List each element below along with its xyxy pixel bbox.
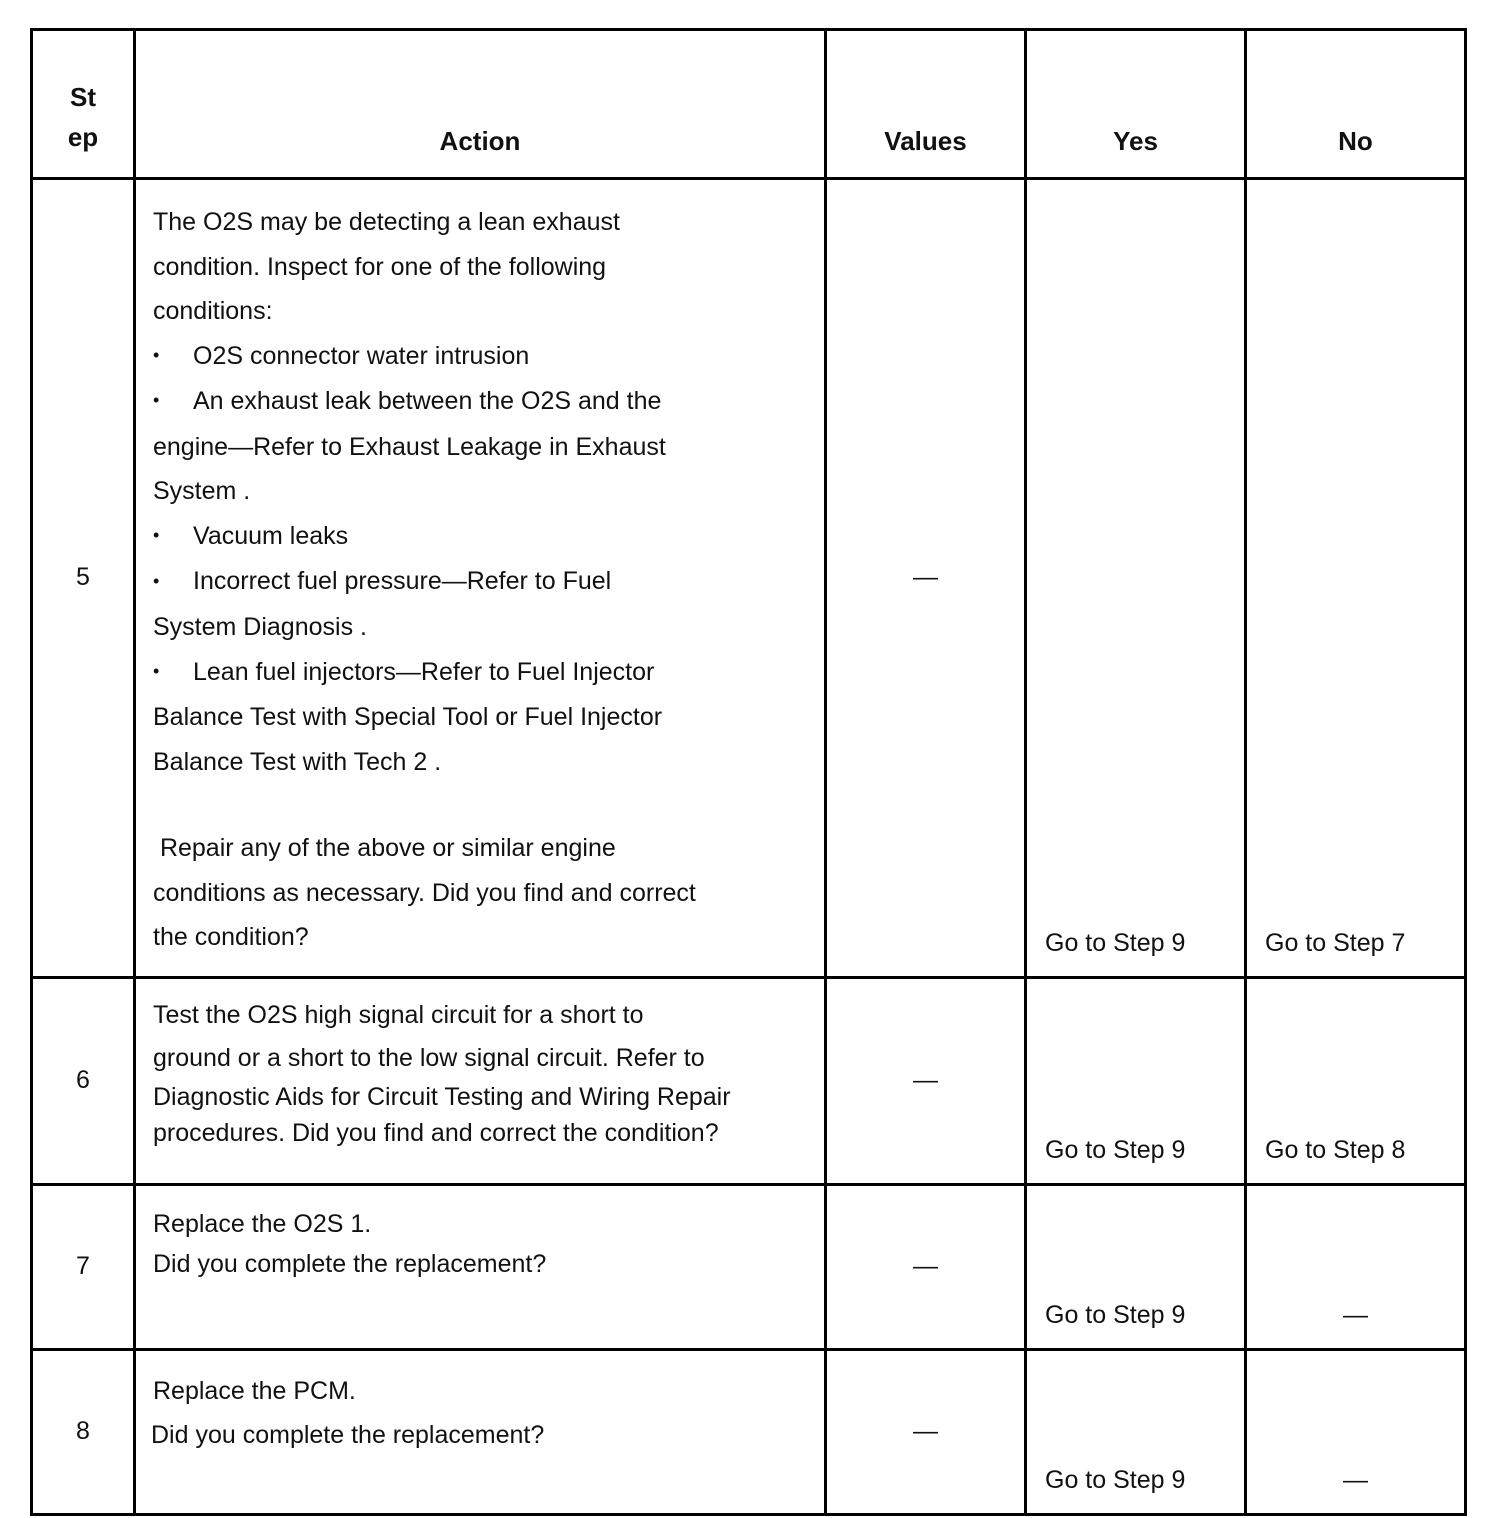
- table-row-step-8: [32, 1349, 1466, 1514]
- bullet-icon: •: [153, 344, 160, 365]
- action-line: Replace the O2S 1.: [153, 1209, 372, 1238]
- action-line: the condition?: [153, 923, 309, 952]
- step-number: 7: [32, 1184, 135, 1349]
- table-row-step-6: [32, 977, 1466, 1184]
- action-line: conditions as necessary. Did you find and correct: [153, 878, 696, 907]
- bullet-icon: •: [153, 524, 160, 545]
- header-step-line2: ep: [67, 122, 99, 152]
- diagnostic-table: [30, 28, 1467, 1516]
- header-values: Values: [826, 30, 1026, 179]
- header-yes: Yes: [1026, 30, 1246, 179]
- bullet-continuation: engine—Refer to Exhaust Leakage in Exhaust: [153, 432, 666, 461]
- bullet-icon: •: [153, 390, 160, 411]
- yes-cell: Go to Step 9: [1026, 1349, 1246, 1514]
- values-cell: —: [826, 1349, 1026, 1514]
- bullet-item: • Incorrect fuel pressure—Refer to Fuel: [153, 559, 808, 605]
- action-line: Did you complete the replacement?: [151, 1420, 545, 1449]
- no-cell: —: [1246, 1184, 1466, 1349]
- action-line: condition. Inspect for one of the following: [153, 252, 607, 281]
- bullet-item: • An exhaust leak between the O2S and the: [153, 379, 808, 425]
- no-cell: —: [1246, 1349, 1466, 1514]
- action-text: [135, 1349, 826, 1514]
- action-text: [135, 1184, 826, 1349]
- yes-cell: Go to Step 9: [1026, 977, 1246, 1184]
- action-text: [135, 179, 826, 978]
- action-line: conditions:: [153, 297, 273, 325]
- bullet-continuation: System .: [153, 477, 251, 506]
- header-no: No: [1246, 30, 1466, 179]
- bullet-continuation: System Diagnosis .: [153, 613, 367, 642]
- step-number: 5: [32, 179, 135, 978]
- action-line: ground or a short to the low signal circuit. Refer to: [153, 1043, 705, 1072]
- paragraph-spacer: [153, 784, 808, 826]
- bullet-icon: •: [153, 570, 160, 591]
- step-number: 6: [32, 977, 135, 1184]
- table-row-step-7: [32, 1184, 1466, 1349]
- action-line: Test the O2S high signal circuit for a short to: [153, 1000, 644, 1029]
- header-action: Action: [135, 30, 826, 179]
- header-step-line1: St: [70, 82, 96, 112]
- bullet-item: • Vacuum leaks: [153, 514, 808, 560]
- action-line: Diagnostic Aids for Circuit Testing and Wiring Repair: [153, 1082, 731, 1111]
- action-line: Replace the PCM.: [153, 1376, 356, 1405]
- action-line: Did you complete the replacement?: [153, 1249, 547, 1278]
- bullet-icon: •: [153, 660, 160, 681]
- values-cell: —: [826, 977, 1026, 1184]
- header-row: [32, 30, 1466, 179]
- step-number: 8: [32, 1349, 135, 1514]
- action-line: Repair any of the above or similar engine: [153, 834, 616, 863]
- no-cell: Go to Step 7: [1246, 179, 1466, 978]
- yes-cell: Go to Step 9: [1026, 1184, 1246, 1349]
- values-cell: —: [826, 1184, 1026, 1349]
- table-row-step-5: [32, 179, 1466, 978]
- action-line: The O2S may be detecting a lean exhaust: [153, 208, 620, 236]
- bullet-item: • Lean fuel injectors—Refer to Fuel Injector: [153, 650, 808, 696]
- no-cell: Go to Step 8: [1246, 977, 1466, 1184]
- bullet-item: • O2S connector water intrusion: [153, 334, 808, 380]
- yes-cell: Go to Step 9: [1026, 179, 1246, 978]
- action-line: procedures. Did you find and correct the condition?: [153, 1118, 719, 1147]
- values-cell: —: [826, 179, 1026, 978]
- bullet-continuation: Balance Test with Tech 2 .: [153, 747, 442, 776]
- bullet-continuation: Balance Test with Special Tool or Fuel Injector: [153, 703, 663, 732]
- action-text: [135, 977, 826, 1184]
- header-step: [32, 30, 135, 179]
